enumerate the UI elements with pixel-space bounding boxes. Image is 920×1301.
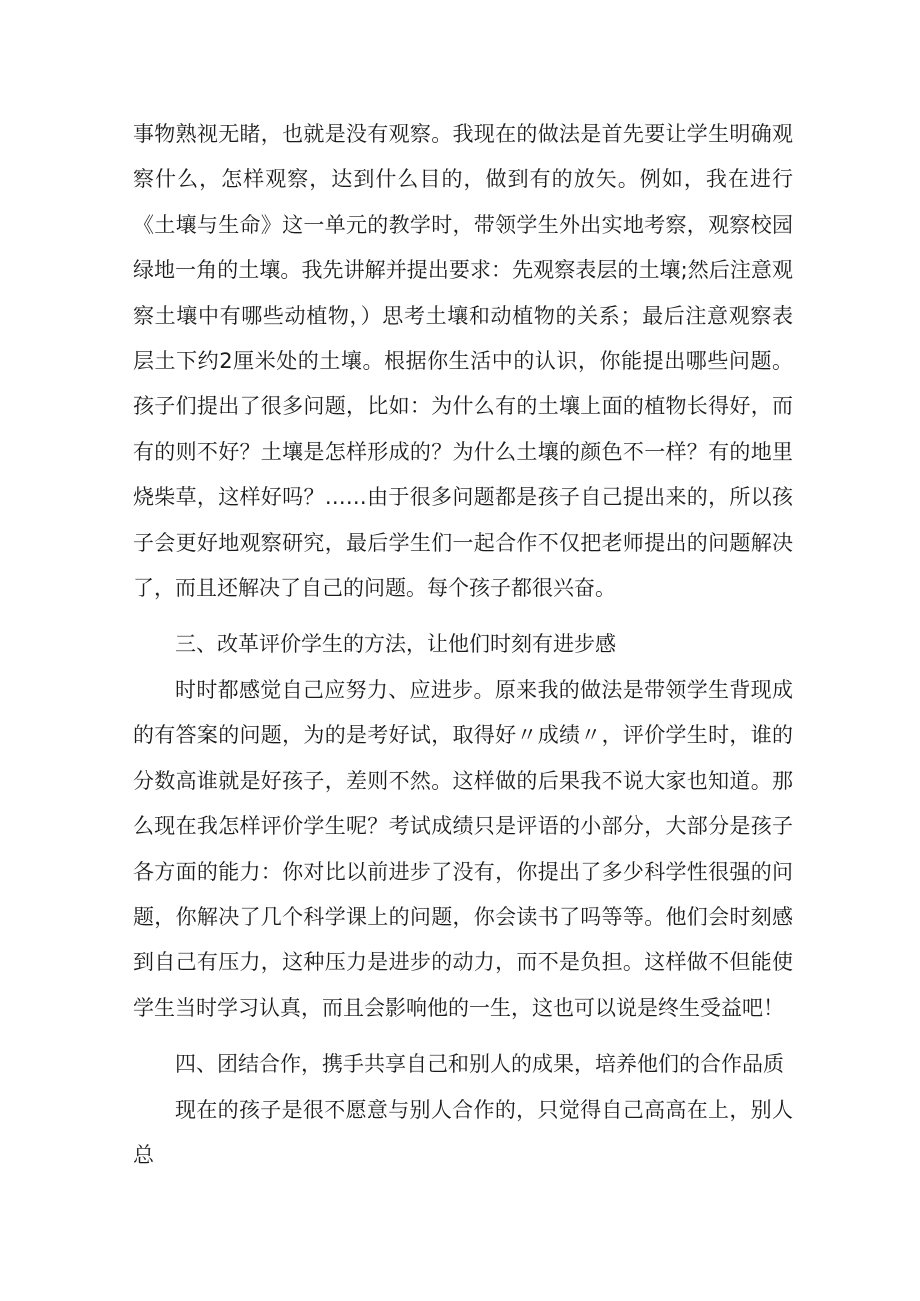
document-body [133, 112, 793, 1178]
body-paragraph: 现在的孩子是很不愿意与别人合作的，只觉得自己高高在上，别人总 [133, 1097, 793, 1167]
body-paragraph: 时时都感觉自己应努力、应进步。原来我的做法是带领学生背现成的有答案的问题，为的是考好试，取得好〃成绩〃，评价学生时，谁的分数高谁就是好孩子，差则不然。这样做的后果我不说大家也知道。那么现在我怎样评价学生呢？考试成绩只是评语的小部分，大部分是孩子各方面的能力：你对比以前进步了没有，你提出了多少科学性很强的问题，你解决了几个科学课上的问题，你会读书了吗等等。他们会时刻感到自己有压力，这种压力是进步的动力，而不是负担。这样做不但能使学生当时学习认真，而且会影响他的一生，这也可以说是终生受益吧！ [133, 677, 793, 1020]
section-heading: 四、团结合作，携手共享自己和别人的成果，培养他们的合作品质 [175, 1052, 784, 1077]
body-paragraph: 事物熟视无睹，也就是没有观察。我现在的做法是首先要让学生明确观察什么，怎样观察，达到什么目的，做到有的放矢。例如，我在进行《土壤与生命》这一单元的教学时，带领学生外出实地考察，观察校园绿地一角的土壤。我先讲解并提出要求：先观察表层的土壤;然后注意观察土壤中有哪些动植物，）思考土壤和动植物的关系；最后注意观察表层土下约2厘米处的土壤。根据你生活中的认识，你能提出哪些问题。孩子们提出了很多问题，比如：为什么有的土壤上面的植物长得好，而有的则不好？土壤是怎样形成的？为什么土壤的颜色不一样？有的地里烧柴草，这样好吗？……由于很多问题都是孩子自己提出来的，所以孩子会更好地观察研究，最后学生们一起合作不仅把老师提出的问题解决了，而且还解决了自己的问题。每个孩子都很兴奋。 [133, 122, 793, 601]
section-heading: 三、改革评价学生的方法，让他们时刻有进步感 [175, 632, 616, 657]
